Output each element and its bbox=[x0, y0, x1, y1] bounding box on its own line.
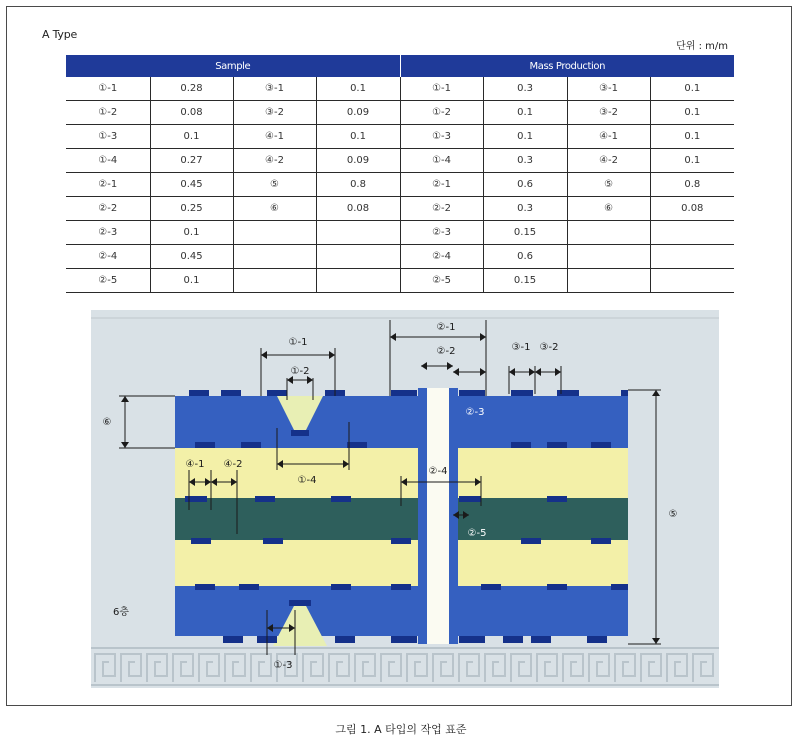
copper-pad bbox=[185, 496, 207, 502]
value-cell: 0.1 bbox=[650, 125, 734, 149]
item-cell bbox=[233, 221, 316, 245]
copper-pad bbox=[521, 538, 541, 544]
value-cell: 0.3 bbox=[483, 77, 567, 101]
table-row bbox=[66, 245, 734, 269]
label-2-1: ②-1 bbox=[436, 322, 456, 333]
copper-pad bbox=[335, 636, 355, 643]
value-cell: 0.8 bbox=[316, 173, 400, 197]
copper-pad bbox=[391, 584, 411, 590]
copper-pad bbox=[221, 390, 241, 396]
copper-pad bbox=[239, 584, 259, 590]
copper-pad bbox=[391, 538, 411, 544]
value-cell: 0.08 bbox=[150, 101, 233, 125]
value-cell: 0.1 bbox=[650, 101, 734, 125]
value-cell: 0.3 bbox=[483, 197, 567, 221]
item-cell: ③-2 bbox=[567, 101, 650, 125]
copper-pad bbox=[591, 442, 611, 448]
copper-pad bbox=[481, 584, 501, 590]
label-2-4: ②-4 bbox=[428, 466, 448, 477]
copper-pad bbox=[621, 390, 628, 396]
value-cell: 0.25 bbox=[150, 197, 233, 221]
copper-pad bbox=[267, 390, 287, 396]
value-cell: 0.09 bbox=[316, 149, 400, 173]
item-cell: ①-1 bbox=[66, 77, 150, 101]
item-cell: ③-1 bbox=[233, 77, 316, 101]
label-2-3: ②-3 bbox=[465, 407, 485, 418]
item-cell: ④-2 bbox=[567, 149, 650, 173]
item-cell: ②-2 bbox=[400, 197, 483, 221]
value-cell: 0.1 bbox=[150, 269, 233, 293]
label-3-2: ③-2 bbox=[539, 342, 559, 353]
copper-pad bbox=[591, 538, 611, 544]
via-target-pad-top bbox=[291, 430, 309, 436]
copper-pad bbox=[459, 636, 485, 643]
copper-pad bbox=[195, 584, 215, 590]
table-row bbox=[66, 197, 734, 221]
item-cell: ②-4 bbox=[400, 245, 483, 269]
copper-pad bbox=[263, 538, 283, 544]
copper-pad bbox=[511, 390, 533, 396]
value-cell: 0.15 bbox=[483, 221, 567, 245]
table-row bbox=[66, 101, 734, 125]
copper-pad bbox=[611, 584, 628, 590]
through-hole bbox=[427, 388, 449, 644]
table-header-row bbox=[66, 55, 734, 77]
label-5: ⑤ bbox=[668, 509, 678, 520]
value-cell: 0.09 bbox=[316, 101, 400, 125]
value-cell bbox=[650, 221, 734, 245]
item-cell bbox=[233, 269, 316, 293]
label-1-2: ①-2 bbox=[290, 366, 310, 377]
spec-table bbox=[66, 55, 734, 293]
item-cell: ⑥ bbox=[567, 197, 650, 221]
label-1-1: ①-1 bbox=[288, 337, 308, 348]
prepreg-layer-2 bbox=[175, 540, 628, 586]
value-cell: 0.1 bbox=[150, 221, 233, 245]
item-cell: ②-1 bbox=[66, 173, 150, 197]
copper-pad bbox=[547, 584, 567, 590]
item-cell: ②-2 bbox=[66, 197, 150, 221]
item-cell: ⑥ bbox=[233, 197, 316, 221]
item-cell: ②-5 bbox=[400, 269, 483, 293]
value-cell: 0.1 bbox=[316, 125, 400, 149]
figure-caption: 그림 1. A 타입의 작업 표준 bbox=[335, 723, 467, 736]
unit-label: 단위 : m/m bbox=[676, 41, 728, 52]
item-cell: ③-1 bbox=[567, 77, 650, 101]
copper-pad bbox=[557, 390, 579, 396]
item-cell: ②-1 bbox=[400, 173, 483, 197]
value-cell: 0.1 bbox=[650, 77, 734, 101]
item-cell: ①-4 bbox=[400, 149, 483, 173]
mass-production-header: Mass Production bbox=[400, 55, 734, 77]
label-4-1: ④-1 bbox=[185, 459, 205, 470]
value-cell: 0.1 bbox=[650, 149, 734, 173]
copper-pad bbox=[331, 584, 351, 590]
label-3-1: ③-1 bbox=[511, 342, 531, 353]
copper-pad bbox=[547, 442, 567, 448]
table-row bbox=[66, 125, 734, 149]
value-cell: 0.1 bbox=[483, 101, 567, 125]
table-row bbox=[66, 149, 734, 173]
label-4-2: ④-2 bbox=[223, 459, 243, 470]
item-cell bbox=[567, 221, 650, 245]
value-cell: 0.1 bbox=[316, 77, 400, 101]
item-cell: ④-2 bbox=[233, 149, 316, 173]
label-2-5: ②-5 bbox=[467, 528, 487, 539]
copper-pad bbox=[531, 636, 551, 643]
item-cell: ②-5 bbox=[66, 269, 150, 293]
copper-pad bbox=[191, 538, 211, 544]
value-cell bbox=[316, 221, 400, 245]
item-cell: ④-1 bbox=[233, 125, 316, 149]
item-cell: ①-2 bbox=[400, 101, 483, 125]
value-cell: 0.45 bbox=[150, 173, 233, 197]
label-1-4: ①-4 bbox=[297, 475, 317, 486]
copper-pad bbox=[547, 496, 567, 502]
item-cell: ⑤ bbox=[567, 173, 650, 197]
type-title: A Type bbox=[42, 28, 78, 41]
value-cell: 0.08 bbox=[650, 197, 734, 221]
item-cell: ①-2 bbox=[66, 101, 150, 125]
item-cell bbox=[233, 245, 316, 269]
item-cell: ①-3 bbox=[400, 125, 483, 149]
item-cell: ⑤ bbox=[233, 173, 316, 197]
value-cell bbox=[316, 269, 400, 293]
value-cell: 0.45 bbox=[150, 245, 233, 269]
item-cell: ④-1 bbox=[567, 125, 650, 149]
value-cell: 0.3 bbox=[483, 149, 567, 173]
value-cell bbox=[650, 269, 734, 293]
top-copper-layer bbox=[175, 396, 628, 448]
value-cell: 0.8 bbox=[650, 173, 734, 197]
value-cell: 0.1 bbox=[483, 125, 567, 149]
copper-pad bbox=[459, 390, 485, 396]
item-cell: ①-3 bbox=[66, 125, 150, 149]
table-row bbox=[66, 77, 734, 101]
layer-count-label: 6층 bbox=[112, 607, 130, 618]
copper-pad bbox=[503, 636, 523, 643]
item-cell: ②-3 bbox=[400, 221, 483, 245]
pcb-cross-section-diagram bbox=[91, 310, 719, 688]
via-target-pad-bottom bbox=[289, 600, 311, 606]
item-cell: ①-4 bbox=[66, 149, 150, 173]
item-cell: ②-3 bbox=[66, 221, 150, 245]
item-cell: ②-4 bbox=[66, 245, 150, 269]
value-cell: 0.08 bbox=[316, 197, 400, 221]
copper-pad bbox=[195, 442, 215, 448]
item-cell bbox=[567, 269, 650, 293]
copper-pad bbox=[223, 636, 243, 643]
pcb-diagram-svg bbox=[91, 310, 719, 688]
copper-pad bbox=[391, 636, 417, 643]
copper-pad bbox=[587, 636, 607, 643]
value-cell: 0.27 bbox=[150, 149, 233, 173]
table-row bbox=[66, 269, 734, 293]
table-row bbox=[66, 173, 734, 197]
copper-pad bbox=[391, 390, 417, 396]
value-cell: 0.28 bbox=[150, 77, 233, 101]
label-2-2: ②-2 bbox=[436, 346, 456, 357]
sample-header: Sample bbox=[66, 55, 400, 77]
item-cell: ③-2 bbox=[233, 101, 316, 125]
value-cell: 0.6 bbox=[483, 245, 567, 269]
copper-pad bbox=[459, 496, 481, 502]
label-6: ⑥ bbox=[102, 417, 112, 428]
value-cell: 0.15 bbox=[483, 269, 567, 293]
copper-pad bbox=[189, 390, 209, 396]
value-cell: 0.1 bbox=[150, 125, 233, 149]
bottom-copper-layer bbox=[175, 586, 628, 636]
value-cell bbox=[316, 245, 400, 269]
table-row bbox=[66, 221, 734, 245]
copper-pad bbox=[255, 496, 275, 502]
copper-pad bbox=[511, 442, 531, 448]
copper-pad bbox=[241, 442, 261, 448]
value-cell: 0.6 bbox=[483, 173, 567, 197]
copper-pad bbox=[347, 442, 367, 448]
value-cell bbox=[650, 245, 734, 269]
item-cell bbox=[567, 245, 650, 269]
copper-pad bbox=[331, 496, 351, 502]
label-1-3: ①-3 bbox=[273, 660, 293, 671]
item-cell: ①-1 bbox=[400, 77, 483, 101]
